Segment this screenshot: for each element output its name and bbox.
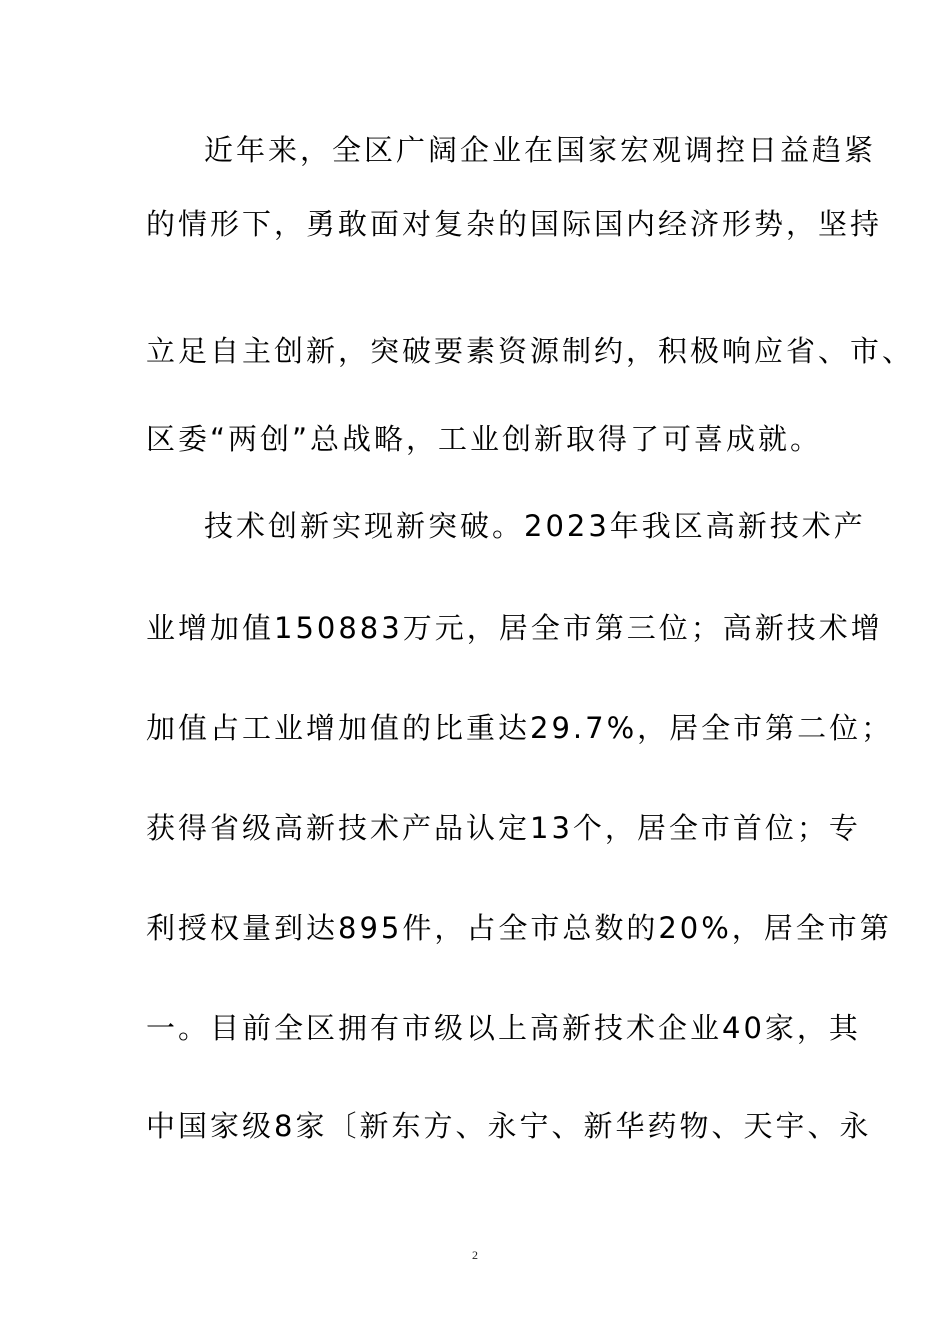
paragraph-1-line-4: 区委“两创”总战略，工业创新取得了可喜成就。 (146, 422, 823, 456)
page-number: 2 (472, 1248, 478, 1262)
paragraph-2-line-7: 中国家级8家〔新东方、永宁、新华药物、天宇、永 (146, 1109, 872, 1143)
paragraph-2-line-3: 加值占工业增加值的比重达29.7%，居全市第二位； (146, 711, 894, 745)
paragraph-2-line-1: 技术创新实现新突破。2023年我区高新技术产 (204, 509, 866, 543)
paragraph-1-line-1: 近年来，全区广阔企业在国家宏观调控日益趋紧 (204, 133, 877, 167)
paragraph-2-line-4: 获得省级高新技术产品认定13个，居全市首位；专 (146, 811, 861, 845)
paragraph-2-line-5: 利授权量到达895件，占全市总数的20%，居全市第 (146, 911, 892, 945)
paragraph-2-line-6: 一。目前全区拥有市级以上高新技术企业40家，其 (146, 1011, 861, 1045)
paragraph-2-line-2: 业增加值150883万元，居全市第三位；高新技术增 (146, 611, 883, 645)
paragraph-1-line-3: 立足自主创新，突破要素资源制约，积极响应省、市、 (146, 334, 915, 368)
paragraph-1-line-2: 的情形下，勇敢面对复杂的国际国内经济形势，坚持 (146, 207, 883, 241)
